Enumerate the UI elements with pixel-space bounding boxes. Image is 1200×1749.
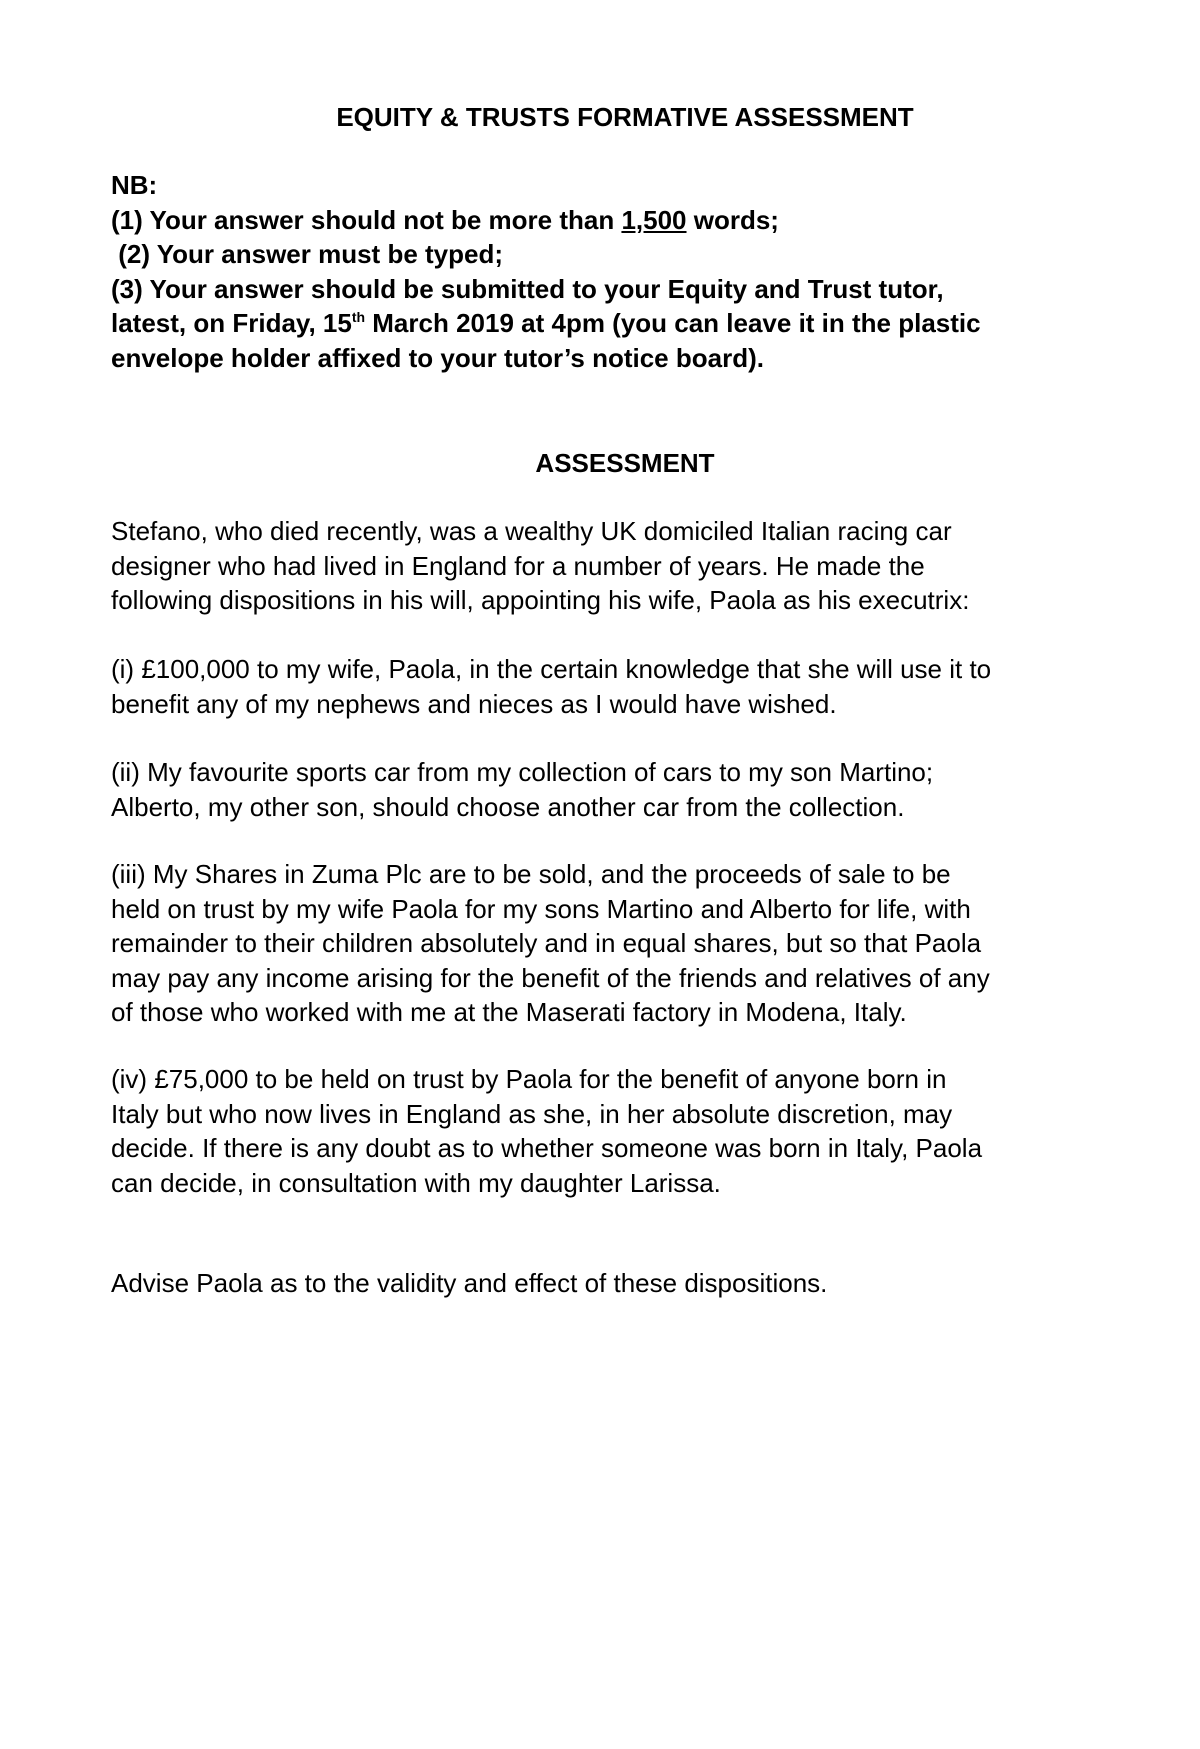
intro-paragraph <box>111 514 1141 618</box>
disposition-ii <box>111 755 1141 824</box>
disposition-line: can decide, in consultation with my daughter Larissa. <box>111 1167 721 1198</box>
disposition-line: may pay any income arising for the benefit of the friends and relatives of any <box>111 962 990 993</box>
disposition-line: Italy but who now lives in England as she, in her absolute discretion, may <box>111 1098 953 1129</box>
deadline-date: latest, on Friday, 15 <box>111 308 352 338</box>
disposition-line: of those who worked with me at the Maserati factory in Modena, Italy. <box>111 997 907 1027</box>
disposition-line: (iv) £75,000 to be held on trust by Paola for the benefit of anyone born in <box>111 1064 947 1094</box>
nb-item-3-line-3: envelope holder affixed to your tutor’s notice board). <box>111 342 764 373</box>
disposition-line: (iii) My Shares in Zuma Plc are to be sold, and the proceeds of sale to be <box>111 859 951 889</box>
ordinal-suffix: th <box>351 309 366 325</box>
disposition-i <box>111 652 1141 721</box>
intro-line: Stefano, who died recently, was a wealthy UK domiciled Italian racing car <box>111 516 952 546</box>
nb-item-3-line-1: (3) Your answer should be submitted to your Equity and Trust tutor, <box>111 273 944 304</box>
disposition-line: (i) £100,000 to my wife, Paola, in the certain knowledge that she will use it to <box>111 654 992 684</box>
disposition-line: decide. If there is any doubt as to whether someone was born in Italy, Paola <box>111 1133 983 1163</box>
nb-item-2: (2) Your answer must be typed; <box>111 239 504 269</box>
disposition-line: held on trust by my wife Paola for my sons Martino and Alberto for life, with <box>111 893 971 924</box>
disposition-line: benefit any of my nephews and nieces as I would have wished. <box>111 688 837 719</box>
disposition-line: remainder to their children absolutely and in equal shares, but so that Paola <box>111 928 982 958</box>
nb-item-3-line-2 <box>111 306 1141 341</box>
document-title: EQUITY & TRUSTS FORMATIVE ASSESSMENT <box>336 102 914 132</box>
section-heading: ASSESSMENT <box>535 448 715 478</box>
disposition-iv <box>111 1062 1141 1200</box>
nb-item-1-text: (1) Your answer should not be more than <box>111 204 622 235</box>
nb-item-1-suffix: words; <box>686 204 779 235</box>
deadline-time: March 2019 at 4pm (you can leave it in the plastic <box>365 308 981 338</box>
disposition-iii <box>111 857 1141 1030</box>
disposition-line: (ii) My favourite sports car from my collection of cars to my son Martino; <box>111 757 934 787</box>
question: Advise Paola as to the validity and effect of these dispositions. <box>111 1268 828 1298</box>
disposition-line: Alberto, my other son, should choose another car from the collection. <box>111 791 905 822</box>
nb-section <box>111 168 1141 375</box>
nb-item-1 <box>111 203 1141 238</box>
nb-heading: NB: <box>111 170 158 200</box>
intro-line: designer who had lived in England for a number of years. He made the <box>111 550 925 581</box>
word-limit: 1,500 <box>621 204 687 235</box>
intro-line: following dispositions in his will, appointing his wife, Paola as his executrix: <box>111 585 970 615</box>
